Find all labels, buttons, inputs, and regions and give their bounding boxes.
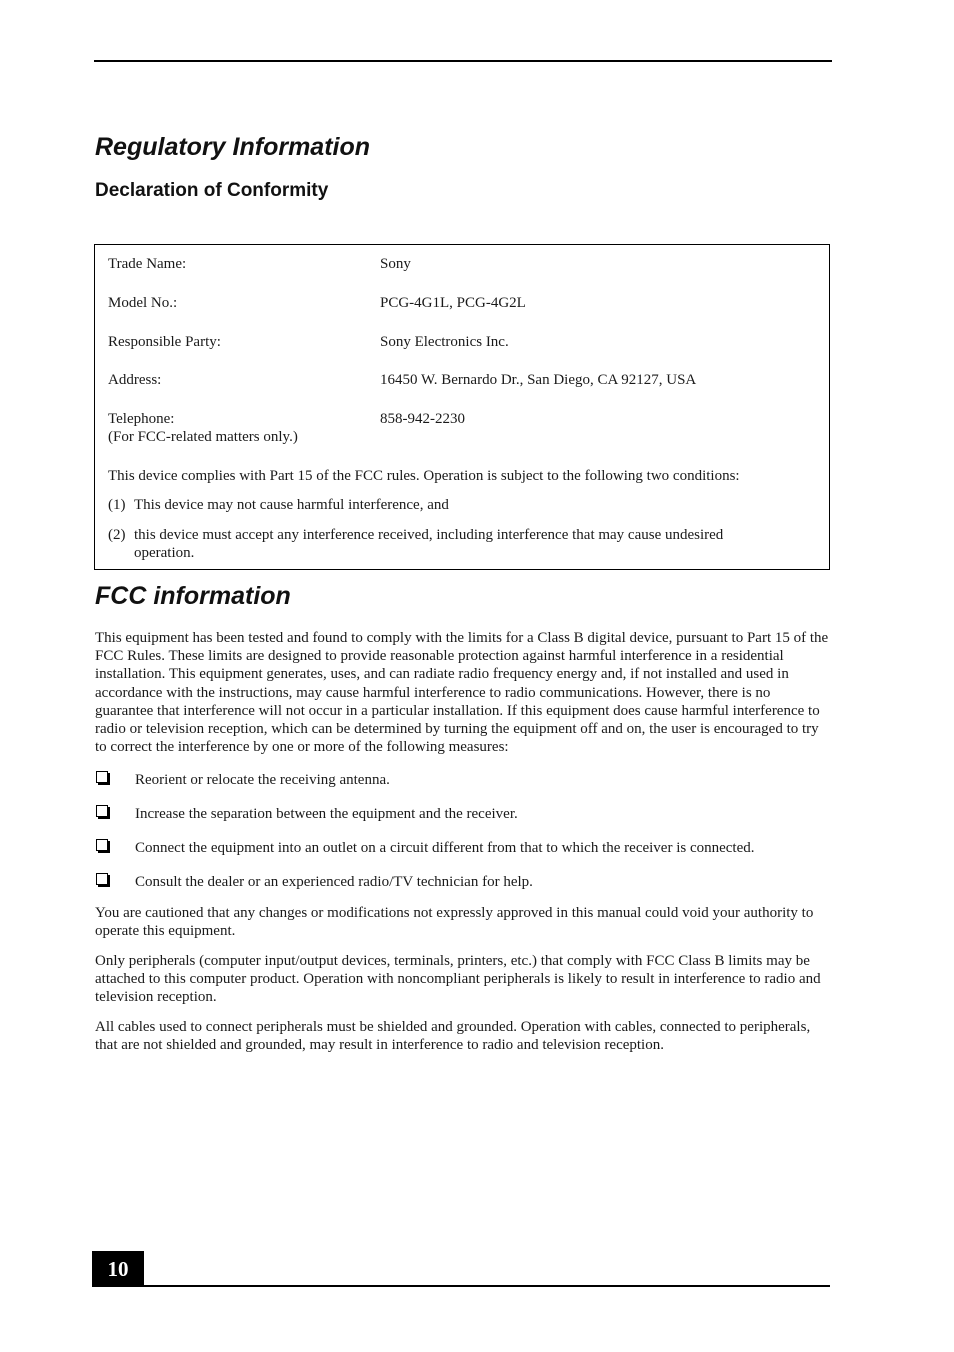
measure-text: Increase the separation between the equipment and the receiver. (135, 806, 518, 822)
condition-number: (1) (108, 497, 126, 513)
condition-item (108, 526, 769, 562)
condition-number: (2) (108, 527, 126, 543)
page-number: 10 (92, 1251, 144, 1287)
checkbox-bullet-icon (96, 771, 108, 783)
condition-item (108, 496, 815, 514)
responsible-party-value: Sony Electronics Inc. (380, 334, 509, 350)
measure-text: Connect the equipment into an outlet on a circuit different from that to which the receiver is connected. (135, 840, 755, 856)
model-value: PCG-4G1L, PCG-4G2L (380, 295, 526, 311)
declaration-box (94, 244, 830, 570)
checkbox-bullet-icon (96, 873, 108, 885)
trade-name-value: Sony (380, 256, 411, 272)
caution-paragraph: You are cautioned that any changes or modifications not expressly approved in this manual could void your authority to operate this equipment. (95, 905, 814, 940)
top-rule (94, 60, 832, 62)
measure-text: Reorient or relocate the receiving antenna. (135, 772, 390, 788)
measure-text: Consult the dealer or an experienced radio/TV technician for help. (135, 874, 533, 890)
trade-name-label: Trade Name: (108, 256, 187, 272)
checkbox-bullet-icon (96, 839, 108, 851)
condition-text: this device must accept any interference received, including interference that may cause undesired operation. (134, 527, 724, 561)
telephone-value: 858-942-2230 (380, 411, 465, 427)
cables-paragraph: All cables used to connect peripherals must be shielded and grounded. Operation with cables, connected to peripherals, that are not shielded and grounded, may result in interference to radio and television reception. (95, 1019, 811, 1054)
address-value: 16450 W. Bernardo Dr., San Diego, CA 92127, USA (380, 372, 697, 388)
page-title: Regulatory Information (95, 133, 371, 161)
condition-text: This device may not cause harmful interference, and (134, 497, 449, 513)
address-label: Address: (108, 372, 162, 388)
compliance-statement: This device complies with Part 15 of the FCC rules. Operation is subject to the following two conditions: (108, 468, 740, 484)
checkbox-bullet-icon (96, 805, 108, 817)
section-heading-declaration: Declaration of Conformity (95, 180, 329, 201)
bottom-rule (92, 1285, 830, 1287)
peripherals-paragraph: Only peripherals (computer input/output devices, terminals, printers, etc.) that comply with FCC Class B limits may be attached to this computer product. Operation with noncompliant peripherals is likely to result in interference to radio and television reception. (95, 953, 821, 1006)
telephone-note: (For FCC-related matters only.) (108, 429, 298, 445)
fcc-intro-paragraph: This equipment has been tested and found to comply with the limits for a Class B digital device, pursuant to Part 15 of the FCC Rules. These limits are designed to provide reasonable protection against harmful interference in a residential installation. This equipment generates, uses, and can radiate radio frequency energy and, if not installed and used in accordance with the instructions, may cause harmful interference to radio communications. However, there is no guarantee that interference will not occur in a particular installation. If this equipment does cause harmful interference to radio or television reception, which can be determined by turning the equipment off and on, the user is encouraged to try to correct the interference by one or more of the following measures: (95, 630, 829, 756)
section-heading-fcc: FCC information (95, 582, 291, 610)
telephone-label-group (108, 410, 298, 446)
model-label: Model No.: (108, 295, 178, 311)
responsible-party-label: Responsible Party: (108, 334, 221, 350)
telephone-label: Telephone: (108, 411, 175, 427)
